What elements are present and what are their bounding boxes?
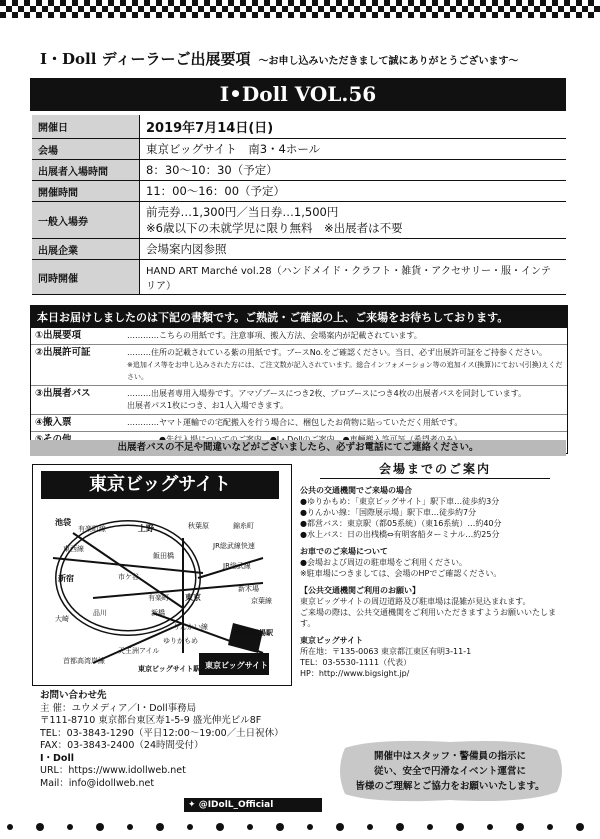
row-value: 11：00〜16：00（予定）	[140, 181, 567, 202]
venue-line: TEL：03-5530-1111（代表）	[300, 658, 412, 667]
map-label: 東京	[185, 593, 201, 602]
table-row	[32, 239, 566, 260]
map-label: JR総武線	[223, 562, 251, 570]
row-value: 東京ビッグサイト 南3・4ホール	[140, 139, 567, 160]
item-label: ③出展者パス	[35, 388, 91, 399]
twitter-icon: ✦	[188, 800, 196, 810]
map-label: 錦糸町	[233, 522, 254, 530]
contact-section	[40, 690, 320, 790]
row-label: 出展者入場時間	[32, 160, 140, 181]
event-info-table	[32, 115, 566, 295]
page-header	[40, 48, 570, 70]
table-row	[32, 115, 566, 139]
row-label: 開催時間	[32, 181, 140, 202]
guide-subheading: 【公共交通機関ご利用のお願い】	[300, 586, 420, 595]
guide-line: ●りんかい線：「国際展示場」駅下車…徒歩約7分	[300, 508, 477, 517]
twitter-badge[interactable]	[184, 798, 322, 812]
map-label: 新橋	[151, 609, 165, 617]
table-row	[32, 260, 566, 295]
item-text: …………ヤマト運輸での宅配搬入を行う場合に、梱包したお荷物に貼っていただく用紙です。	[127, 418, 463, 427]
contact-brand: I・Doll	[40, 752, 74, 764]
guide-line: 東京ビッグサイトの周辺道路及び駐車場は混雑が見込まれます。	[300, 597, 531, 606]
map-label: 市ケ谷	[118, 573, 139, 581]
contact-line: FAX：03-3843-2400（24時間受付）	[40, 740, 204, 751]
notice-heading: 本日お届けしましたのは下記の書類です。ご熟読・ご確認の上、ご来場をお待ちしております。	[31, 306, 567, 328]
page-title: I・Doll ディーラーご出展要項	[40, 50, 251, 68]
staff-notice-line: 皆様のご理解とご協力をお願いいたします。	[355, 781, 545, 792]
staff-notice	[335, 738, 565, 804]
table-row	[32, 139, 566, 160]
map-label: 大崎	[55, 615, 69, 623]
item-text: …………こちらの用紙です。注意事項、搬入方法、会場案内が記載されています。	[127, 331, 422, 340]
guide-line: ●会場および周辺の駐車場をご利用ください。	[300, 558, 467, 567]
venue-line: 所在地：〒135-0063 東京都江東区有明3-11-1	[300, 647, 472, 656]
top-decorative-border	[0, 0, 600, 18]
guide-line: ●水上バス：日の出桟橋⇔有明客船ターミナル…約25分	[300, 530, 500, 539]
venue-name: 東京ビッグサイト	[300, 636, 364, 645]
guide-line: ●都営バス：東京駅（都05系統）（東16系統）…約40分	[300, 519, 502, 528]
table-row	[32, 202, 566, 239]
row-label: 同時開催	[32, 260, 140, 295]
twitter-handle: @IDolL_Official	[198, 800, 274, 810]
item-text-2: 出展者パス1枚につき、お1人入場できます。	[127, 401, 289, 410]
guide-line: ●ゆりかもめ：「東京ビッグサイト」駅下車…徒歩約3分	[300, 497, 500, 506]
map-label: 秋葉原	[188, 522, 209, 530]
list-item	[31, 345, 567, 386]
access-map	[32, 464, 292, 686]
access-guide	[300, 464, 570, 684]
contact-line: 〒111-8710 東京都台東区寿1-5-9 盛光伸光ビル8F	[40, 715, 262, 726]
pass-notice-bar: 出展者パスの不足や間違いなどがございましたら、必ずお電話にてご連絡ください。	[30, 440, 566, 456]
map-label: 首都高湾岸線	[63, 657, 105, 665]
contact-heading: お問い合わせ先	[40, 690, 107, 701]
map-label: 飯田橋	[153, 552, 174, 560]
event-banner: I•Doll VOL.56	[30, 78, 566, 111]
contact-mail[interactable]: Mail：info@idollweb.net	[40, 777, 155, 789]
map-label: 東京ビッグサイト	[205, 661, 269, 670]
row-value: HAND ART Marché vol.28（ハンドメイド・クラフト・雑貨・アクセサリー・服・インテリア）	[140, 260, 567, 295]
bottom-decorative-border	[0, 818, 600, 836]
item-label: ②出展許可証	[35, 347, 91, 358]
row-note: ※6歳以下の未就学児に限り無料 ※出展者は不要	[146, 221, 403, 235]
contact-line: TEL：03-3843-1290（平日12:00〜19:00／土日祝休）	[40, 727, 284, 739]
map-label: 品川	[93, 609, 107, 617]
row-label: 会場	[32, 139, 140, 160]
map-label: ゆりかもめ	[163, 637, 198, 645]
map-label: 新木場	[238, 585, 259, 593]
map-label: 東西線	[63, 545, 84, 553]
map-label: 有楽町線	[78, 525, 106, 533]
venue-line: HP：http://www.bigsight.jp/	[300, 669, 410, 678]
map-label: 天王洲アイル	[118, 647, 160, 655]
row-value: 8：30〜10：30（予定）	[140, 160, 567, 181]
item-note: ※追加イス等をお申し込みされた方には、ご注文数が記入されています。総合インフォメーション等の追加イス(換算)にておい(引換)えください。	[127, 361, 563, 381]
map-label: 池袋	[55, 518, 71, 527]
row-label: 開催日	[32, 115, 140, 139]
guide-line: ご来場の際は、公共交通機関をご利用いただきますようお願いいたします。	[300, 608, 556, 628]
contact-line: 主 催：ユウメディア／I・Doll事務局	[40, 702, 197, 714]
list-item	[31, 415, 567, 432]
row-value: 会場案内図参照	[140, 239, 567, 260]
guide-title: 会場までのご案内	[320, 464, 550, 479]
row-label: 一般入場券	[32, 202, 140, 239]
item-label: ①出展要項	[35, 330, 82, 341]
staff-notice-line: 従い、安全で円滑なイベント運営に	[373, 766, 527, 777]
map-label: 有楽町	[148, 594, 169, 602]
row-label: 出展企業	[32, 239, 140, 260]
staff-notice-line: 開催中はスタッフ・警備員の指示に	[373, 751, 527, 762]
page-subtitle: 〜お申し込みいただきまして誠にありがとうございます〜	[258, 56, 519, 67]
table-row	[32, 181, 566, 202]
row-value: 2019年7月14日(日)	[140, 115, 567, 139]
guide-line: ※駐車場につきましては、会場のHPでご確認ください。	[300, 569, 502, 578]
row-value: 前売券…1,300円／当日券…1,500円	[146, 205, 339, 219]
list-item	[31, 328, 567, 345]
map-label: 京葉線	[251, 597, 272, 605]
map-label: りんかい線	[173, 623, 208, 631]
map-label: 国際展示場駅	[231, 629, 273, 637]
list-item	[31, 386, 567, 415]
guide-subheading: お車でのご来場について	[300, 547, 388, 556]
map-label: 東京ビッグサイト駅	[138, 665, 201, 673]
item-text: ………出展者専用入場券です。アマゾブースにつき2枚、プロブースにつき4枚の出展者パスを同封しています。	[127, 389, 527, 398]
item-label: ④搬入票	[35, 417, 72, 428]
table-row	[32, 160, 566, 181]
guide-subheading: 公共の交通機関でご来場の場合	[300, 486, 412, 495]
documents-notice	[30, 305, 568, 454]
map-label: 上野	[138, 524, 154, 533]
map-label: 新宿	[58, 574, 74, 583]
contact-url[interactable]: URL：https://www.idollweb.net	[40, 765, 186, 776]
map-label: JR総武線快速	[213, 542, 255, 550]
item-text: ………住所の記載されている紫の用紙です。ブースNo.をご確認ください。当日、必ず出展許可証をご持参ください。	[127, 348, 547, 357]
route-map-graphic	[33, 503, 291, 683]
map-title: 東京ビッグサイト	[41, 471, 279, 499]
